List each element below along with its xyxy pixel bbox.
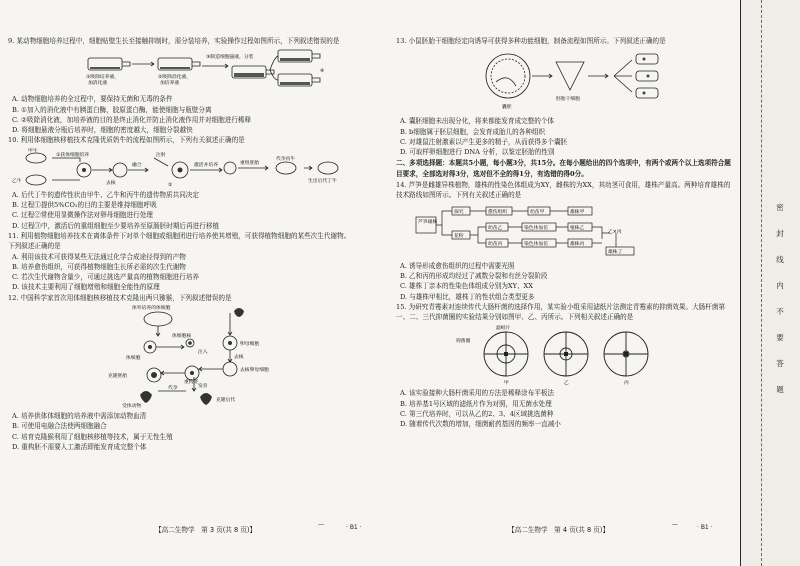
fig-label-f: 去核 — [234, 355, 244, 361]
option-d: D. 随着传代次数的增加，细菌耐药基因的频率一直减小 — [400, 420, 561, 429]
fig-label-c: 愈伤组织 — [488, 209, 508, 215]
option-d: D. 过程③中，激活后的重组细胞至少要培养至原肠胚时期后再进行移植 — [12, 221, 220, 230]
fig-label-k: 乙牛 — [12, 178, 22, 184]
fig-label-j: 幼苗丙 — [488, 241, 503, 247]
fig-label-k: 代孕 — [168, 386, 178, 392]
fig-label-d: 乙 — [564, 381, 569, 387]
option-b: B. 过程①提供5%CO₂的目的主要是维持细胞呼吸 — [12, 201, 157, 210]
option-b: B. b细胞属于胚层细胞，会发育成胎儿的各种组织 — [400, 127, 546, 136]
inhibition-zone-figure — [396, 324, 736, 386]
question-12 — [8, 293, 353, 452]
left-column — [8, 36, 353, 452]
fig-label-l: 雄株丁 — [608, 249, 623, 255]
option-b: B. 乙和丙的形成均经过了减数分裂和有丝分裂阶段 — [400, 271, 548, 280]
option-b: B. 可使用电融合法使两细胞融合 — [12, 422, 107, 431]
fig-label-b: ①获体细胞培养 — [56, 152, 90, 158]
seal-dashed-line — [761, 0, 763, 566]
fig-label-k: 雄株丙 — [570, 241, 585, 247]
fig-label-g: 激活并培养 — [194, 162, 218, 168]
option-d: D. 该技术主要利用了细胞增殖和细胞全能性的原理 — [12, 283, 160, 292]
footer-dash: — — [318, 521, 324, 528]
fig-label-b: 体细胞 — [126, 356, 141, 362]
question-stem: 13. 小鼠胚胎干细胞经定向诱导可获得多种功能细胞，制备流程如图所示。下列叙述正确的是 — [396, 37, 666, 45]
fig-label-h: 重组胚胎 — [240, 160, 260, 166]
fig-label-e: 雄株甲 — [570, 209, 585, 215]
seal-char: 答 — [776, 359, 784, 368]
fig-label-h: 克隆胚胎 — [108, 374, 128, 380]
fig-label-c: 体细胞核 — [172, 334, 192, 340]
fig-label-f: ② — [168, 182, 173, 188]
fig-label-a: 芦笋雄株 — [418, 219, 438, 225]
fig-label-g: 染色体加倍 — [524, 225, 548, 231]
option-c: C. 对雄鼠注射激素以产生更多的精子，从而获得多个囊胚 — [400, 137, 568, 146]
right-column — [396, 36, 736, 430]
question-14 — [396, 180, 736, 302]
seal-char: 要 — [776, 333, 784, 342]
fig-label-h: 植株乙 — [570, 225, 585, 231]
option-a: A. 囊胚细胞未出现分化，将来都能发育成完整的个体 — [400, 117, 555, 126]
fig-label-g2: 染色体加倍 — [524, 241, 548, 247]
seal-notice — [774, 195, 786, 403]
fig-label-g: 去核卵母细胞 — [240, 368, 269, 374]
asparagus-breeding-figure — [396, 203, 736, 259]
fig-label-i: 发育 — [198, 384, 208, 390]
option-b: B. ①加入的消化液中有胰蛋白酶，胶原蛋白酶，能使细胞与瓶壁分离 — [12, 105, 212, 114]
question-10 — [8, 135, 353, 230]
fig-label-l: 克隆后代 — [216, 398, 236, 404]
option-c: C. 过程②常使用显微操作法对卵母细胞进行处理 — [12, 211, 153, 220]
seal-char: 内 — [776, 281, 784, 290]
fig-label-i: 乙×丙 — [608, 229, 622, 235]
page-footer-left: 【高二生物学 第 3 页(共 8 页)】 — [155, 526, 257, 534]
question-stem: 15. 为研究青霉素对连续传代大肠杆菌的选择作用，某实验小组采用滤纸片法测定青霉素的抑菌效果。大肠杆菌第一、二、三代抑菌圈的实验结果分别如图甲、乙、丙所示。下列相关叙述正确的是 — [396, 302, 726, 322]
fig-label-e: 融合 — [132, 162, 142, 168]
fig-label-f: 幼苗乙 — [488, 225, 503, 231]
fig-label-i: 代孕丙牛 — [276, 156, 296, 162]
question-stem: 12. 中国科学家首次用体细胞核移植技术克隆出两只猕猴，下列叙述错误的是 — [8, 293, 232, 302]
fig-label-j: 重构胚 — [184, 380, 199, 386]
fig-label-a: 体外培养的体细胞 — [132, 306, 171, 312]
option-b: B. 培养基1号区域的滤纸片作为对照，用无菌水处理 — [400, 399, 552, 408]
fig-label-4: 加培养液 — [160, 81, 180, 87]
seal-char: 封 — [776, 229, 784, 238]
seal-char: 密 — [776, 203, 784, 212]
option-d: D. 重构胚不需要人工激活即能发育成完整个体 — [12, 442, 147, 451]
fig-label-5: ③制造细胞悬液，分装 — [206, 55, 254, 61]
monkey-cloning-figure — [8, 305, 353, 409]
fig-label-b: 抑菌圈 — [456, 339, 471, 345]
question-stem: 9. 某动物细胞培养过程中，细胞贴壁生长至接触抑制时，需分装培养，实验操作过程如图所示，下列叙述错误的是 — [8, 37, 340, 45]
question-11 — [8, 231, 353, 293]
question-stem: 14. 芦笋是雌雄异株植物，雄株的性染色体组成为XY，雌株的为XX，其幼茎可食用，雄株产量高。两种培育雄株的技术路线如图所示。下列有关叙述正确的是 — [396, 181, 731, 200]
footer-mark: · B1 · — [346, 524, 362, 531]
fig-label-e: 卵母细胞 — [240, 342, 260, 348]
option-c: C. 雄株丁亲本的性染色体组成分别为XY、XX — [400, 282, 533, 291]
fig-label-a: 滤纸片 — [496, 326, 511, 332]
option-d: D. 将细胞悬液分瓶后培养时，细胞的密度越大，细胞分裂越快 — [12, 126, 193, 135]
fig-label-a: 囊胚 — [502, 105, 512, 111]
option-a: A. 动物细胞培养的全过程中，要保持无菌和无毒的条件 — [12, 95, 173, 104]
cell-culture-figure — [8, 48, 353, 92]
fig-label-c: 注射 — [156, 152, 166, 158]
option-c: C. ②吸除消化液，加培养液的目的是终止消化并防止消化液作用并对细胞进行稀释 — [12, 115, 252, 124]
stem-cell-figure — [396, 48, 736, 114]
fig-label-1: ①吸除培养液， — [86, 75, 120, 81]
fig-label-c: 甲 — [504, 381, 509, 387]
option-a: A. 利用该技术可获得某些无法通过化学合成途径得到的产物 — [12, 252, 186, 261]
cow-cloning-figure — [8, 148, 353, 188]
footer-dash: — — [672, 521, 678, 528]
option-a: A. 培养供体体细胞的培养液中需添加动物血清 — [12, 412, 147, 421]
fig-label-m: 受体动物 — [122, 404, 142, 410]
footer-mark: · B1 · — [697, 524, 713, 531]
question-stem: 11. 利用植物细胞培养技术在离体条件下对单个细胞或细胞团进行培养使其增殖，可获得植物细胞的某些次生代谢物。下列叙述正确的是 — [8, 231, 351, 251]
option-d: D. 可取样卵细胞进行 DNA 分析，以鉴定胚胎的性别 — [400, 148, 555, 157]
fig-label-d: 注入 — [198, 350, 208, 356]
question-9 — [8, 36, 353, 135]
fig-label-b: 花粉 — [454, 233, 464, 239]
page-footer-right: 【高二生物学 第 4 页(共 8 页)】 — [508, 526, 610, 534]
fig-label-3: ②吸除消化液， — [158, 75, 192, 81]
option-a: A. 该实验接种大肠杆菌采用的方法是稀释涂布平板法 — [400, 389, 555, 398]
option-c: C. 培育克隆猴利用了细胞核移植等技术，属于无性生殖 — [12, 432, 173, 441]
fig-label-6: ④ — [320, 69, 325, 75]
option-c: C. 若次生代谢物含量少，可通过挑选产量高的植物细胞进行培养 — [12, 273, 200, 282]
question-stem: 10. 利用体细胞核移植技术克隆优质奶牛的流程如图所示，下列有关叙述正确的是 — [8, 136, 245, 145]
fig-label-a: 甲牛 — [28, 148, 38, 154]
fig-label-2: 加消化液 — [88, 81, 108, 87]
fig-label-j: 生出后代丁牛 — [308, 178, 337, 184]
option-a: A. 诱导形成愈伤组织的过程中需要光照 — [400, 261, 515, 270]
option-c: C. 第三代培养时，可以从乙的2、3、4区域挑选菌种 — [400, 410, 554, 419]
option-b: B. 培养愈伤组织，可获得植物细胞生长所必需的次生代谢物 — [12, 262, 186, 271]
fig-label-e: 丙 — [624, 381, 629, 387]
fig-label-b: 胚胎干细胞 — [556, 97, 580, 103]
option-a: A. 后代丁牛的遗传性状由甲牛、乙牛和丙牛的遗传物质共同决定 — [12, 190, 199, 199]
fig-label-d: 去核 — [106, 180, 116, 186]
question-13 — [396, 36, 736, 157]
seal-char: 线 — [776, 255, 784, 264]
seal-char: 不 — [776, 307, 784, 316]
option-d: D. 与雄株甲相比，雄株丁的性状组合类型更多 — [400, 292, 535, 301]
fig-label-d: 幼苗甲 — [530, 209, 545, 215]
section-heading: 二、多项选择题：本题共5小题，每小题3分，共15分。在每小题给出的四个选项中，有两个或两个以上选项符合题目要求，全部选对得3分，选对但不全的得1分，有选错的得0分。 — [396, 159, 731, 178]
binding-strip — [741, 0, 800, 566]
fig-label-m: 探究 — [454, 209, 464, 215]
question-15 — [396, 302, 736, 430]
seal-char: 题 — [776, 385, 784, 394]
